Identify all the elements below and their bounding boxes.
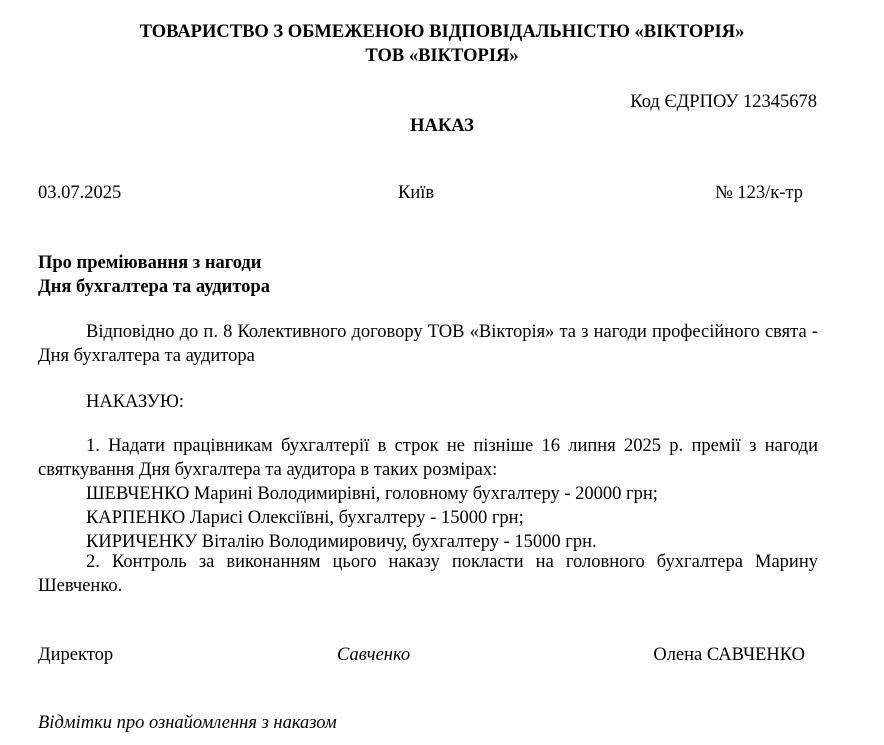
subject-line-2: Дня бухгалтера та аудитора <box>38 277 270 297</box>
signer-position: Директор <box>38 645 114 665</box>
item-2: 2. Контроль за виконанням цього наказу покласти на головного бухгалтера Марину Шевченко. <box>38 552 818 596</box>
acknowledgement-note: Відмітки про ознайомлення з наказом <box>38 713 337 733</box>
company-short-name: ТОВ «ВІКТОРІЯ» <box>365 46 519 66</box>
recipient-line: КАРПЕНКО Ларисі Олексіївні, бухгалтеру - 15000 грн; <box>86 508 524 528</box>
signer-name: Олена САВЧЕНКО <box>653 645 805 665</box>
order-date: 03.07.2025 <box>38 183 122 203</box>
order-number: № 123/к-тр <box>715 183 803 203</box>
item-1-intro: 1. Надати працівникам бухгалтерії в строк не пізніше 16 липня 2025 р. премії з нагоди святкування Дня бухгалтера та аудитора в таких розмірах: <box>38 436 818 480</box>
signature: Савченко <box>337 645 411 665</box>
subject-line-1: Про преміювання з нагоди <box>38 253 262 273</box>
recipient-line: КИРИЧЕНКУ Віталію Володимировичу, бухгалтеру - 15000 грн. <box>86 532 597 552</box>
company-full-name: ТОВАРИСТВО З ОБМЕЖЕНОЮ ВІДПОВІДАЛЬНІСТЮ «ВІКТОРІЯ» <box>139 22 745 42</box>
preamble: Відповідно до п. 8 Колективного договору ТОВ «Вікторія» та з нагоди професійного свята - Дня бухгалтера та аудитора <box>38 322 818 366</box>
document-title: НАКАЗ <box>410 116 474 136</box>
edrpou-code: Код ЄДРПОУ 12345678 <box>630 92 817 112</box>
order-word: НАКАЗУЮ: <box>86 392 185 412</box>
recipient-line: ШЕВЧЕНКО Марині Володимирівні, головному бухгалтеру - 20000 грн; <box>86 484 658 504</box>
order-city: Київ <box>398 183 435 203</box>
